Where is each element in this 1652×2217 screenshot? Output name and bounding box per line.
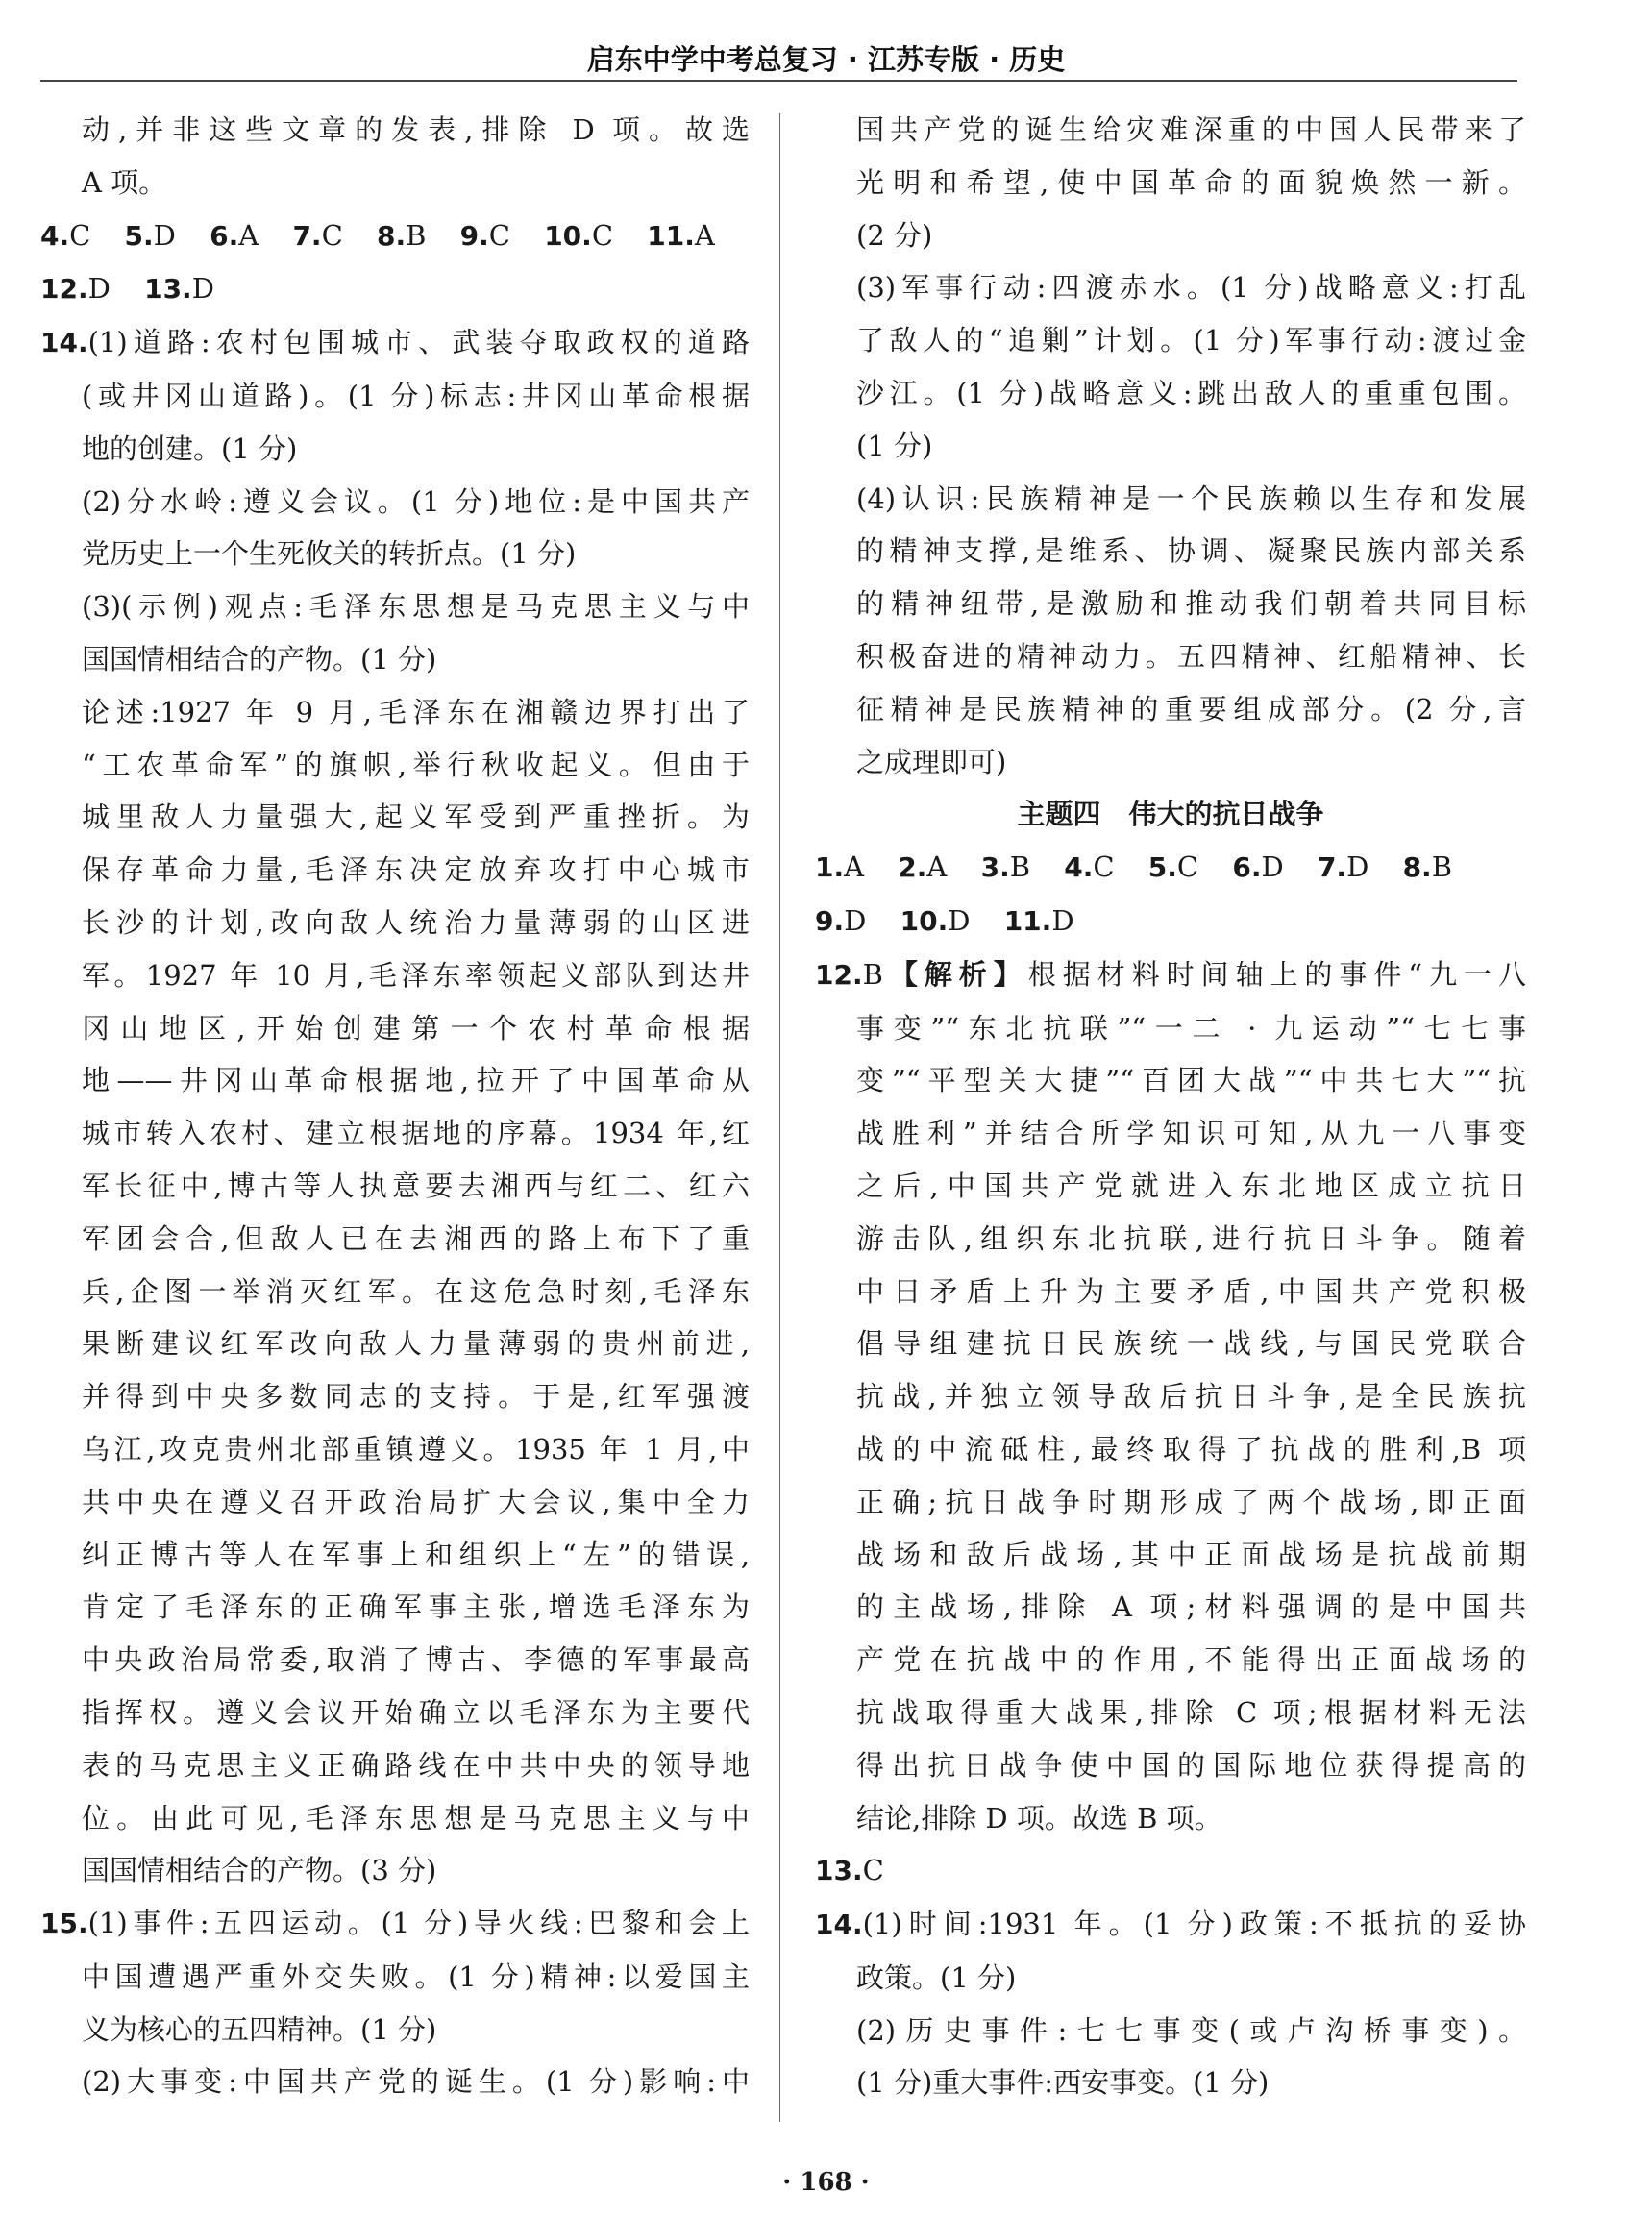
question-number: 12.	[40, 273, 88, 306]
text-line: (2)分水岭:遵义会议。(1 分)地位:是中国共产	[82, 484, 750, 518]
question-number: 7.	[1317, 851, 1347, 884]
text-line: 军。1927 年 10 月,毛泽东率领起义部队到达井	[82, 958, 750, 992]
text-line: 得出抗日战争使中国的国际地位获得提高的	[856, 1748, 1526, 1782]
text-line: “工农革命军”的旗帜,举行秋收起义。但由于	[82, 748, 750, 781]
text-line: 战胜利”并结合所学知识可知,从九一八事变	[856, 1117, 1526, 1150]
text-line	[815, 1844, 1526, 1898]
answer-item	[647, 219, 715, 252]
text-line: 战场和敌后战场,其中正面战场是抗战前期	[856, 1538, 1526, 1571]
text-line: 倡导组建抗日民族统一战线,与国民党联合	[856, 1327, 1526, 1361]
answer-letter: B	[1431, 850, 1452, 884]
question-number: 11.	[647, 219, 695, 252]
text-line: (4)认识:民族精神是一个民族赖以生存和发展	[856, 481, 1526, 515]
text-line: 了敌人的“追剿”计划。(1 分)军事行动:渡过金	[856, 324, 1526, 357]
text-line: 国国情相结合的产物。(3 分)	[82, 1854, 437, 1887]
text-line: 冈山地区,开始创建第一个农村革命根据	[82, 1011, 750, 1045]
left-column	[40, 104, 750, 2108]
answer-letter: D	[948, 903, 971, 937]
text-line: 地的创建。(1 分)	[82, 431, 298, 465]
question-number: 4.	[1064, 851, 1094, 884]
text-line: 保存革命力量,毛泽东决定放弃攻打中心城市	[82, 853, 750, 887]
question-number: 9.	[815, 904, 845, 937]
text-line: 国共产党的诞生给灾难深重的中国人民带来了	[856, 113, 1526, 146]
question-number: 2.	[898, 851, 927, 884]
text-line: 沙江。(1 分)战略意义:跳出敌人的重重包围。	[856, 376, 1526, 409]
text-line: 义为核心的五四精神。(1 分)	[82, 2012, 437, 2046]
question-number: 10.	[900, 904, 949, 937]
answer-letter: B	[1009, 850, 1031, 884]
question-number: 13.	[144, 273, 192, 306]
answer-item	[292, 219, 342, 252]
text-line: (2)大事变:中国共产党的诞生。(1 分)影响:中	[82, 2065, 750, 2099]
header-rule	[40, 80, 1517, 82]
answer-item	[1403, 850, 1452, 883]
answer-letter: C	[488, 218, 510, 252]
answer-letter: B	[406, 218, 427, 252]
question-number: 1.	[815, 851, 845, 884]
answer-letter: D	[1051, 903, 1074, 937]
text-line: 兵,企图一举消灭红军。在这危急时刻,毛泽东	[82, 1274, 750, 1308]
text-line: 抗战,并独立领导敌后抗日斗争,是全民族抗	[856, 1380, 1526, 1414]
text-line: (3)(示例)观点:毛泽东思想是马克思主义与中	[82, 590, 750, 624]
answer-letter: A	[238, 218, 259, 252]
text-line: 论述:1927 年 9 月,毛泽东在湘赣边界打出了	[82, 695, 750, 728]
text-line: 事变”“东北抗联”“一二 · 九运动”“七七事	[856, 1011, 1526, 1045]
answer-letter: B	[862, 957, 883, 991]
question-number: 11.	[1003, 904, 1052, 937]
answer-item	[1232, 850, 1283, 883]
text-line: 战的中流砥柱,最终取得了抗战的胜利,B 项	[856, 1432, 1526, 1466]
answer-item	[1004, 904, 1074, 937]
text-line: 位。由此可见,毛泽东思想是马克思主义与中	[82, 1801, 750, 1835]
text-line: 指挥权。遵义会议开始确立以毛泽东为主要代	[82, 1695, 750, 1729]
text-line: 的主战场,排除 A 项;材料强调的是中国共	[856, 1590, 1526, 1624]
answer-letter: C	[1176, 850, 1199, 884]
text-line: 共中央在遵义召开政治局扩大会议,集中全力	[82, 1485, 750, 1518]
question-number: 5.	[1147, 851, 1177, 884]
section-title: 主题四 伟大的抗日战争	[1017, 798, 1324, 831]
answer-item	[125, 219, 176, 252]
question-number: 4.	[40, 219, 70, 252]
text-line: 乌江,攻克贵州北部重镇遵义。1935 年 1 月,中	[82, 1432, 750, 1466]
text-line: 之后,中国共产党就进入东北地区成立抗日	[856, 1169, 1526, 1202]
running-header: 启东中学中考总复习 · 江苏专版 · 历史	[586, 43, 1066, 76]
answer-letter: A	[926, 850, 948, 884]
question-number: 8.	[1402, 851, 1432, 884]
text-line: 光明和希望,使中国革命的面貌焕然一新。	[856, 165, 1526, 199]
text-line: 动,并非这些文章的发表,排除 D 项。故选	[82, 113, 750, 146]
question-number: 8.	[377, 219, 407, 252]
text-line: 产党在抗战中的作用,不能得出正面战场的	[856, 1643, 1526, 1677]
text-line: 的精神纽带,是激励和推动我们朝着共同目标	[856, 587, 1526, 621]
answer-item	[900, 904, 971, 937]
answer-item	[210, 219, 259, 252]
answer-letter: C	[321, 218, 343, 252]
text-line: 中日矛盾上升为主要矛盾,中国共产党积极	[856, 1274, 1526, 1308]
answer-item	[544, 219, 613, 252]
text-line	[815, 1898, 1526, 1952]
text-line: 纠正博古等人在军事上和组织上“左”的错误,	[82, 1538, 750, 1571]
answer-item	[815, 850, 864, 883]
text-line: 中国遭遇严重外交失败。(1 分)精神:以爱国主	[82, 1959, 750, 1993]
text-line: 正确;抗日战争时期形成了两个战场,即正面	[856, 1485, 1526, 1518]
answer-letter: D	[191, 272, 214, 306]
line-text: 根据材料时间轴上的事件“九一八	[1027, 957, 1526, 991]
question-number: 12.	[815, 958, 863, 991]
answer-row	[815, 841, 1526, 895]
answer-item	[1148, 850, 1198, 883]
line-text: (1)事件:五四运动。(1 分)导火线:巴黎和会上	[87, 1907, 750, 1940]
answer-letter: D	[153, 218, 176, 252]
text-line	[40, 1897, 750, 1951]
answer-letter: C	[69, 218, 91, 252]
text-line: 游击队,组织东北抗联,进行抗日斗争。随着	[856, 1221, 1526, 1255]
right-column	[815, 104, 1526, 2109]
text-line	[40, 316, 750, 370]
question-number: 15.	[40, 1908, 88, 1940]
answer-item	[898, 850, 947, 883]
question-number: 14.	[40, 327, 88, 359]
text-line: (2)历史事件:七七事变(或卢沟桥事变)。	[856, 2013, 1526, 2047]
question-number: 7.	[292, 219, 322, 252]
line-text: (1)道路:农村包围城市、武装夺取政权的道路	[87, 326, 750, 359]
text-line: 征精神是民族精神的重要组成部分。(2 分,言	[856, 692, 1526, 726]
question-number: 9.	[459, 219, 489, 252]
text-line: 党历史上一个生死攸关的转折点。(1 分)	[82, 537, 577, 571]
text-line: (1 分)	[856, 429, 933, 462]
text-line: (或井冈山道路)。(1 分)标志:井冈山革命根据	[82, 379, 750, 412]
answer-item	[981, 850, 1030, 883]
text-line: 结论,排除 D 项。故选 B 项。	[856, 1801, 1222, 1835]
text-line: 军团会合,但敌人已在去湘西的路上布下了重	[82, 1221, 750, 1255]
answer-row	[40, 209, 750, 263]
text-line: 的精神支撑,是维系、协调、凝聚民族内部关系	[856, 534, 1526, 568]
question-number: 6.	[1232, 851, 1262, 884]
answer-item	[40, 272, 111, 305]
answer-item	[1318, 850, 1368, 883]
answer-item	[460, 219, 510, 252]
answer-letter: C	[862, 1854, 884, 1887]
question-number: 10.	[544, 219, 592, 252]
answer-row	[815, 895, 1526, 948]
question-number: 14.	[815, 1909, 863, 1941]
text-line: 地——井冈山革命根据地,拉开了中国革命从	[82, 1064, 750, 1097]
text-line: 果断建议红军改向敌人力量薄弱的贵州前进,	[82, 1327, 750, 1361]
text-line: 变”“平型关大捷”“百团大战”“中共七大”“抗	[856, 1064, 1526, 1097]
answer-row	[40, 262, 750, 316]
question-number: 13.	[815, 1855, 863, 1887]
text-line: 表的马克思主义正确路线在中共中央的领导地	[82, 1748, 750, 1782]
text-line: 肯定了毛泽东的正确军事主张,增选毛泽东为	[82, 1590, 750, 1624]
page-number: · 168 ·	[782, 2168, 870, 2197]
question-number: 3.	[980, 851, 1010, 884]
question-number: 5.	[124, 219, 154, 252]
text-line: 并得到中央多数同志的支持。于是,红军强渡	[82, 1380, 750, 1414]
answer-letter: D	[87, 272, 111, 306]
text-line: 积极奋进的精神动力。五四精神、红船精神、长	[856, 639, 1526, 673]
answer-letter: C	[1093, 850, 1115, 884]
answer-item	[377, 219, 426, 252]
text-line: 政策。(1 分)	[856, 1960, 1017, 1994]
text-line: 国国情相结合的产物。(1 分)	[82, 642, 437, 676]
text-line: 城市转入农村、建立根据地的序幕。1934 年,红	[82, 1117, 750, 1150]
text-line: (3)军事行动:四渡赤水。(1 分)战略意义:打乱	[856, 271, 1526, 305]
text-line: 长沙的计划,改向敌人统治力量薄弱的山区进	[82, 905, 750, 939]
analysis-tag: 【解析】	[882, 957, 1028, 991]
text-line: 中央政治局常委,取消了博古、李德的军事最高	[82, 1643, 750, 1677]
text-line	[815, 948, 1526, 1002]
text-line: A 项。	[82, 165, 167, 199]
answer-letter: D	[844, 903, 867, 937]
text-line: 军长征中,博古等人执意要去湘西与红二、红六	[82, 1169, 750, 1202]
answer-letter: D	[1261, 850, 1284, 884]
column-divider	[779, 113, 780, 2122]
text-line: (1 分)重大事件:西安事变。(1 分)	[856, 2066, 1270, 2100]
answer-item	[40, 219, 90, 252]
answer-letter: A	[694, 218, 715, 252]
text-line: 城里敌人力量强大,起义军受到严重挫折。为	[82, 801, 750, 834]
text-line: (2 分)	[856, 218, 933, 252]
text-line: 之成理即可)	[856, 745, 1007, 778]
question-number: 6.	[210, 219, 239, 252]
answer-item	[144, 272, 214, 305]
answer-letter: D	[1346, 850, 1369, 884]
answer-letter: C	[591, 218, 614, 252]
line-text: (1)时间:1931 年。(1 分)政策:不抵抗的妥协	[862, 1908, 1526, 1941]
text-line: 抗战取得重大战果,排除 C 项;根据材料无法	[856, 1695, 1526, 1729]
answer-letter: A	[844, 850, 865, 884]
answer-item	[1064, 850, 1114, 883]
answer-item	[815, 904, 866, 937]
